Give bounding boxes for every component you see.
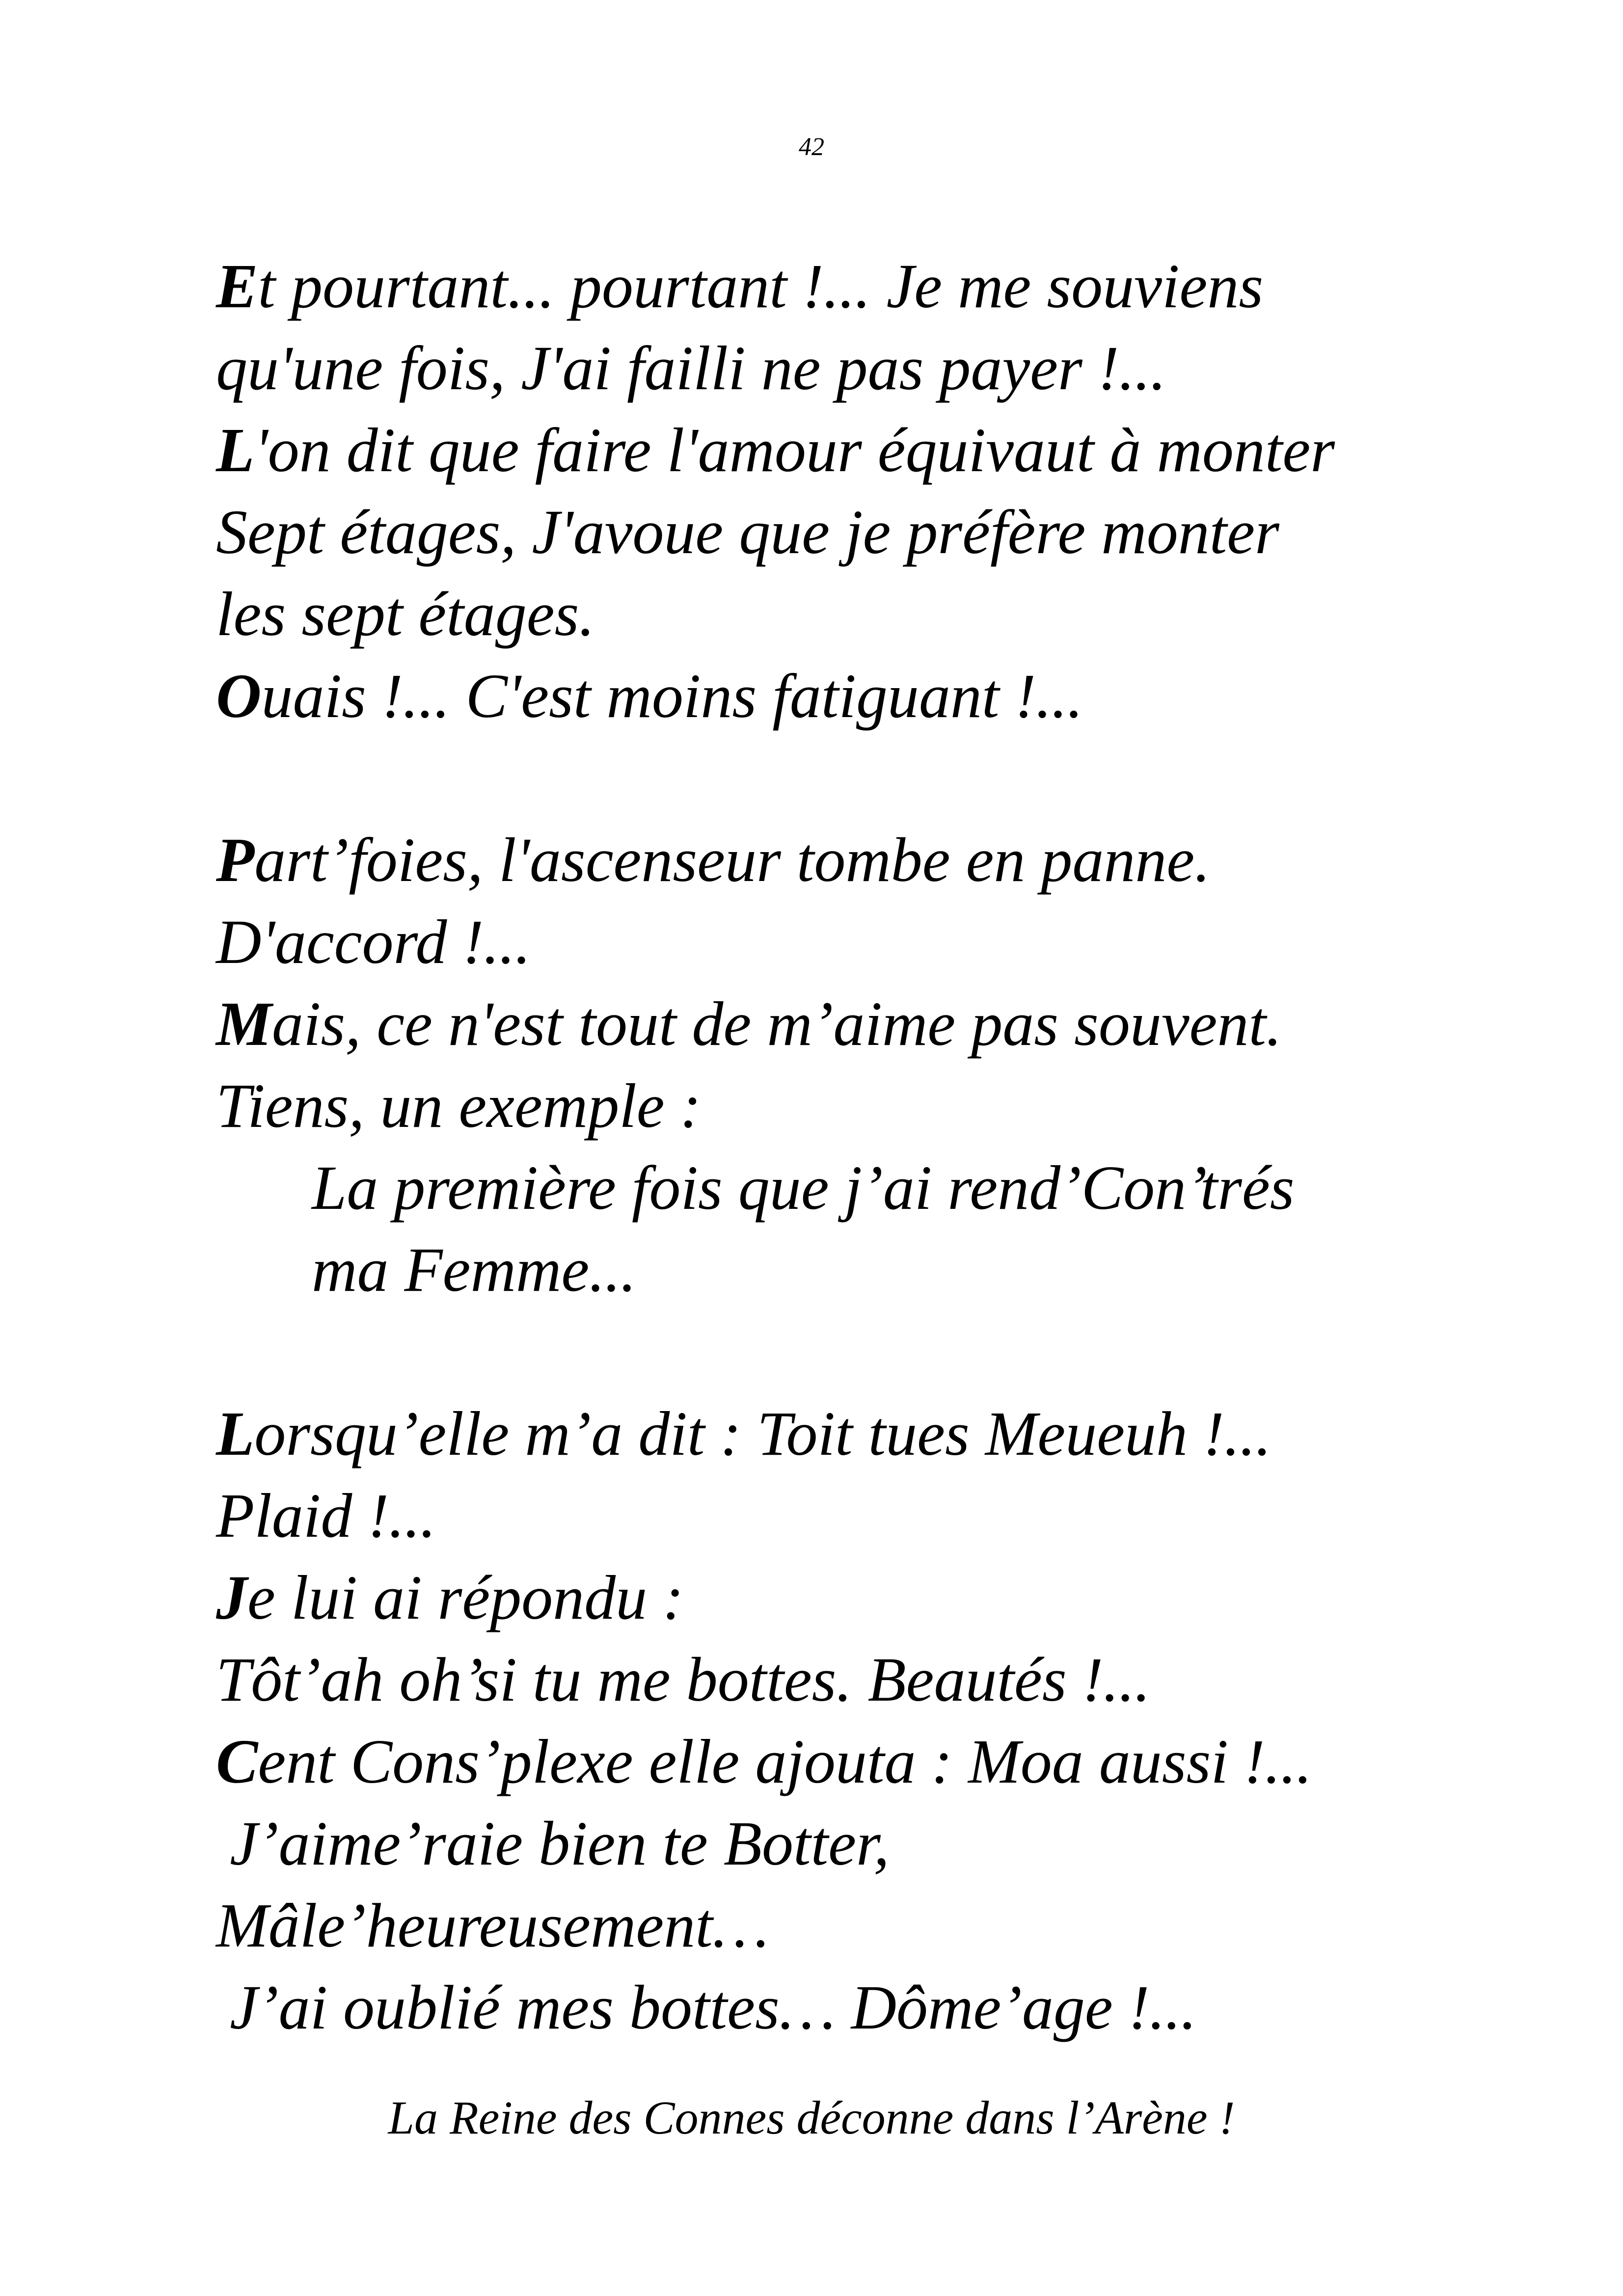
poem-line [216, 1721, 1502, 1803]
drop-initial: O [216, 661, 262, 731]
poem-body [216, 245, 1502, 2049]
drop-initial: L [216, 1399, 255, 1468]
line-text: orsqu’elle m’a dit : Toit tues Meueuh !... [254, 1399, 1271, 1468]
poem-line [216, 1393, 1502, 1475]
poem-line [216, 409, 1502, 491]
stanza-break [216, 737, 1502, 819]
drop-initial: P [216, 825, 255, 895]
line-text: La première fois que j’ai rend’Con’trés [312, 1153, 1295, 1223]
poem-line-indented [216, 1229, 1502, 1311]
line-text: Plaid !... [216, 1481, 436, 1550]
line-text: Tiens, un exemple : [216, 1071, 702, 1141]
drop-initial: C [216, 1727, 258, 1796]
poem-line [216, 245, 1502, 327]
poem-line [216, 1475, 1502, 1557]
page-number: 42 [799, 133, 824, 161]
line-text: t pourtant... pourtant !... Je me souviens [258, 251, 1264, 321]
line-text: 'on dit que faire l'amour équivaut à monter [254, 415, 1335, 485]
stanza-break [216, 1311, 1502, 1393]
drop-initial: M [216, 989, 272, 1059]
line-text: ais, ce n'est tout de m’aime pas souvent. [271, 989, 1282, 1059]
line-text: uais !... C'est moins fatiguant !... [261, 661, 1083, 731]
line-text: Sept étages, J'avoue que je préfère monter [216, 497, 1279, 567]
line-text: ma Femme... [312, 1235, 637, 1305]
line-text: Mâle’heureusement… [216, 1891, 769, 1960]
line-text: e lui ai répondu : [247, 1563, 684, 1632]
poem-line [216, 573, 1502, 655]
page-footer: La Reine des Connes déconne dans l’Arène ! [388, 2091, 1235, 2144]
poem-line [216, 901, 1502, 983]
line-text: J’aime’raie bien te Botter, [230, 1809, 890, 1878]
poem-line-indented [216, 1147, 1502, 1229]
poem-line [216, 1803, 1502, 1885]
poem-line [216, 327, 1502, 409]
poem-line [216, 1557, 1502, 1639]
poem-line [216, 983, 1502, 1065]
drop-initial: E [216, 251, 258, 321]
line-text: art’foies, l'ascenseur tombe en panne. [254, 825, 1211, 895]
poem-line [216, 655, 1502, 737]
drop-initial: J [216, 1563, 247, 1632]
poem-line [216, 491, 1502, 573]
poem-line [216, 1639, 1502, 1721]
line-text: ent Cons’plexe elle ajouta : Moa aussi !... [258, 1727, 1312, 1796]
drop-initial: L [216, 415, 255, 485]
line-text: qu'une fois, J'ai failli ne pas payer !... [216, 333, 1166, 403]
poem-line [216, 1967, 1502, 2049]
poem-line [216, 819, 1502, 901]
line-text: J’ai oublié mes bottes… Dôme’age !... [230, 1973, 1197, 2042]
poem-line [216, 1065, 1502, 1147]
line-text: D'accord !... [216, 907, 531, 977]
line-text: les sept étages. [216, 579, 595, 649]
line-text: Tôt’ah oh’si tu me bottes. Beautés !... [216, 1645, 1151, 1714]
poem-line [216, 1885, 1502, 1967]
